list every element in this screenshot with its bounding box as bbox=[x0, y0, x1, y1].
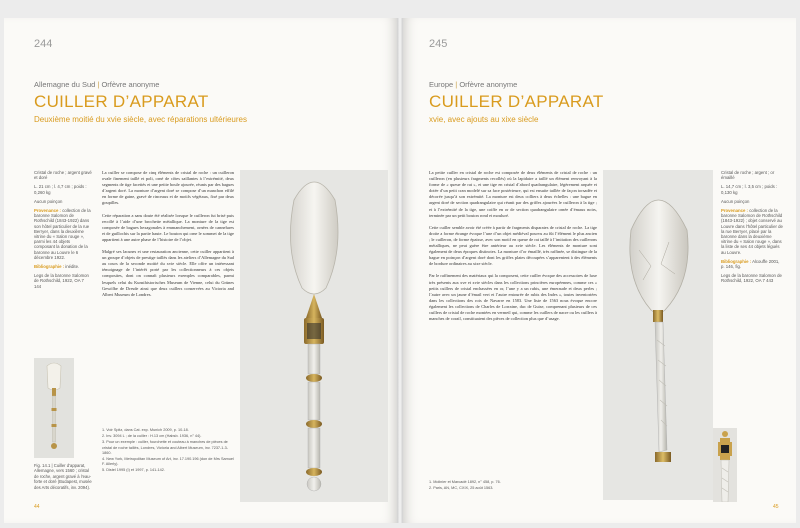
page-number: 245 bbox=[429, 38, 448, 50]
main-photo bbox=[240, 170, 388, 502]
dimensions: L. 21 cm ; l. 4,7 cm ; poids : 0,260 kg bbox=[34, 184, 87, 195]
body-paragraph: Cette cuiller semble avoir été créée à partir de fragments disparates de cristal de roche. La tige droite a forme étrange évoque l’une d’un objet médiéval pourvu au fût l’élément le plus ancien ; le cuilleron, de forme épaisse, avec son motif en queue de rat taillé à l’imitation des cuillerons métalliques, ne peut guère être antérieur au xvie siècle. Les éléments de monture sont également de deux époques distinctes. La monture d’or émaillé, très raffinée, se distingue de la bague en poinçon d’argent doré dont les griffes plates découpées s’apparentent à des éléments de bordure ordinaires au xixe siècle. bbox=[429, 224, 597, 267]
body-paragraph: Malgré ses lacunes et une restauration ancienne, cette cuiller appartient à un groupe d’objets de prestige taillés dans les ateliers d’Allemagne du Sud au cours de la seconde moitié du xvie siècle. Elle offre un intéressant témoignage de l’intérêt porté par les collectionneurs à ces objets composites, dont on connaît plusieurs exemples comparables, parmi lesquels celui du Kunsthistorisches Museum de Vienne, celui du Grünes Gewölbe de Dresde ainsi que deux cuillers conservées au Victoria and Albert Museum de Londres. bbox=[102, 249, 234, 297]
kicker-separator: | bbox=[455, 80, 460, 89]
marks: Aucun poinçon bbox=[721, 198, 750, 204]
bibliography-text: inédite. bbox=[65, 264, 80, 270]
footnote: 2. Inv. 3094 L ; de la cuiller : H.13 cm (Habsb. 1936, n° 44). bbox=[102, 434, 202, 439]
kicker-region: Allemagne du Sud bbox=[34, 80, 96, 89]
figure-caption: Fig. 14.1 | Cuiller d’apparat, Allemagne, vers 1560 ; cristal de roche, argent gravé à l’eau-forte et doré (Budapest, musée des Arts décoratifs, inv. 2094). bbox=[34, 463, 92, 490]
catalog-sidebar bbox=[721, 170, 783, 288]
kicker bbox=[429, 80, 517, 89]
catalog-sidebar bbox=[34, 170, 92, 293]
dimensions: L. 14,7 cm ; l. 3,5 cm ; poids : 0,130 kg bbox=[721, 184, 778, 195]
finial-detail-image bbox=[713, 428, 737, 502]
body-paragraph: Par le raffinement des matériaux qui la composent, cette cuiller évoque des accessoires de luxe très présents aux xve et xvie siècles dans les collections princières européennes, comme ces « petits cuillers de cristal enchassées en or, l’une y a un rubis, une émeraude et deux perles ; l’autre avec un jaune d’émail vert et l’autre entourée de rubis des Indes », toutes inventoriées dans les collections des rois de Navarre en 1583. Une liste de 1563 nous évoque encore également les collections de Charles de Lorraine, duc de Guise, comprenant plusieurs de ces cuillers de cristal de roche montées en vermeil qui, comme les cuillers de nacre ou les cuillers à manches de corail, constituaient des pièces de collection plus que d’usage. bbox=[429, 273, 597, 322]
legacy: Legs de la baronne Salomon de Rothschild, 1922, OA 7 144 bbox=[34, 273, 89, 289]
footnote: 1. Voir Spitz, dans Cat. exp. Munich 2009, p. 10-18. bbox=[102, 428, 189, 432]
footer-page-number: 45 bbox=[773, 504, 779, 510]
page-number: 244 bbox=[34, 38, 53, 50]
main-photo bbox=[603, 170, 713, 500]
footnote: 2. Paris, AN, MC, CXIX, 25 août 1563. bbox=[429, 486, 494, 491]
kicker-maker: Orfèvre anonyme bbox=[101, 80, 160, 89]
left-page bbox=[4, 18, 397, 523]
bibliography bbox=[34, 264, 92, 269]
footnote: 4. New York, Metropolitan Museum of Art, inv. 17.190.196 (don de Mrs Samuel F. Allerly). bbox=[102, 457, 234, 467]
provenance bbox=[721, 208, 783, 255]
spoon-image bbox=[240, 170, 388, 502]
footnote: 1. Molinier et Marcadé 1892, n° 458, p. 76. bbox=[429, 480, 501, 484]
provenance bbox=[34, 208, 92, 260]
bibliography-text: Alcouffe 2001, p. 146, fig. bbox=[721, 258, 780, 270]
comparison-photo bbox=[34, 358, 74, 458]
material: Cristal de roche ; argent ; or émaillé bbox=[721, 170, 775, 181]
footnote: 5. Distel 1995 (I) et 1997, p. 141-142. bbox=[102, 468, 165, 473]
kicker bbox=[34, 80, 159, 89]
body-paragraph: Cette réparation a sans doute été réalisée lorsque le cuilleron fut brisé puis recollé à l’aide d’une brochette métallique. La monture de la tige est composée de bagues hexagonales à emmanchement, ornées de cannelures et de guillochis sur la partie haute. Le bouton qui orne le sommet de la tige appartient à une autre phase de l’histoire de l’objet. bbox=[102, 212, 234, 242]
comparison-spoon-image bbox=[34, 358, 74, 458]
kicker-region: Europe bbox=[429, 80, 454, 89]
footnotes bbox=[102, 428, 234, 475]
provenance-text: collection de la baronne Salomon de Rothschild (1843-1922) ; objet conservé au Louvre dans l’hôtel particulier de la rue Berryer, placé par la baronne dans la deuxième vitrine du « Salon rouge », dans la liste de ses 44 objets légués au Louvre. bbox=[721, 208, 783, 255]
body-paragraph: La petite cuiller en cristal de roche est composée de deux éléments de cristal de roche : un cuilleron (en plusieurs fragments recollés) où la lapidaire a taillé un élément renvoyant à la forme de « queue de rat », et une tige en cristal d’abord quadrangulaire, légèrement arquée et dotée d’un petit cran modelé sur sa face postérieure, qui est ensuite taillée de façon torsadée et décorée jusqu’à son extrémité. La monture est deux colliers à deux échelles : une bague en argent doré de section quadrangulaire qui réunit par des griffes ajourées le cuilleron à la tige ; et à l’extrémité de la tige, une coiffe en or de section quadrangulaire ornée d’émaux noirs, terminée par un petit bouton rond et mouluré. bbox=[429, 170, 597, 218]
detail-photo bbox=[713, 428, 737, 502]
material: Cristal de roche ; argent gravé et doré bbox=[34, 170, 92, 181]
legacy: Legs de la baronne Salomon de Rothschild, 1922, OA 7 443 bbox=[721, 273, 782, 284]
marks: Aucun poinçon bbox=[34, 198, 63, 204]
kicker-maker: Orfèvre anonyme bbox=[459, 80, 518, 89]
bibliography-label: Bibliographie : bbox=[34, 264, 65, 270]
body-text bbox=[102, 170, 234, 304]
body-paragraph: La cuiller se compose de cinq éléments de cristal de roche : un cuilleron ovale finement taillé et poli, orné de côtes saillantes à l’extrémité, deux segments de tige facettés et une petite boule ajourée, réunis par des bagues d’argent doré. La monture d’argent doré se compose d’un manchon effilé en forme de gaine, gravé de rinceaux et de motifs végétaux, fixé par deux goupilles. bbox=[102, 170, 234, 206]
spoon-image bbox=[603, 170, 713, 500]
bibliography bbox=[721, 259, 783, 269]
provenance-label: Provenance : bbox=[34, 208, 61, 214]
kicker-separator: | bbox=[97, 80, 102, 89]
entry-title: CUILLER D’APPARAT bbox=[34, 92, 209, 111]
entry-title: CUILLER D’APPARAT bbox=[429, 92, 604, 111]
right-page bbox=[403, 18, 796, 523]
footer-page-number: 44 bbox=[34, 504, 40, 510]
provenance-label: Provenance : bbox=[721, 208, 748, 214]
footnote: 3. Pour un exemple : cuiller, fourchette et couteau à manches de pièces de cristal de roche taillés, Londres, Victoria and Albert Museum, inv. 7237-1-3-1860. bbox=[102, 440, 229, 455]
bibliography-label: Bibliographie : bbox=[721, 258, 752, 264]
entry-subtitle: xvie, avec ajouts au xixe siècle bbox=[429, 115, 539, 124]
footnotes bbox=[429, 480, 597, 492]
provenance-text: collection de la baronne Salomon de Rothschild (1843-1922) dans son hôtel particulier de la rue Berryer, dans la deuxième vitrine du « Salon rouge », parmi les 44 objets composant la donation de la baronne au Louvre le 6 décembre 1922. bbox=[34, 208, 91, 260]
entry-subtitle: Deuxième moitié du xvie siècle, avec réparations ultérieures bbox=[34, 115, 247, 124]
body-text bbox=[429, 170, 597, 328]
